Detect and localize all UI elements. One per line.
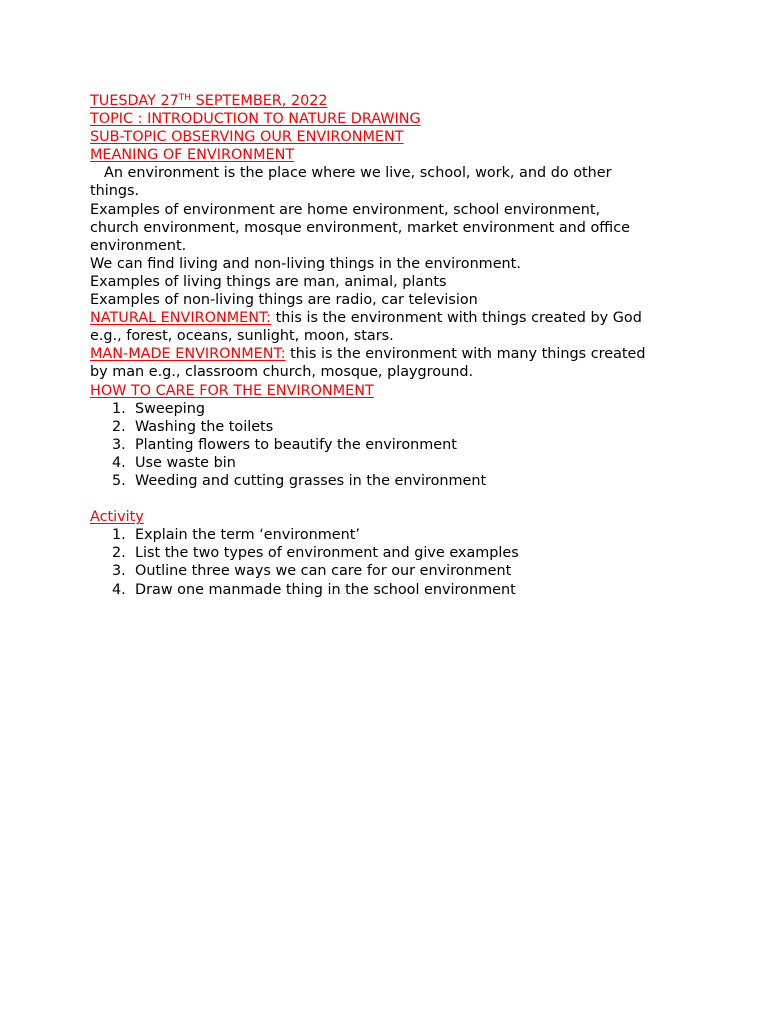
list-item bbox=[90, 436, 690, 454]
list-item-text: Weeding and cutting grasses in the environment bbox=[135, 472, 487, 489]
date-day: TUESDAY 27 bbox=[90, 93, 179, 109]
manmade-environment-paragraph bbox=[90, 345, 690, 363]
list-item-number: 4. bbox=[112, 454, 126, 471]
list-item-number: 2. bbox=[112, 545, 126, 562]
list-item-number: 2. bbox=[112, 418, 126, 435]
date-ordinal-suffix: TH bbox=[178, 93, 192, 103]
list-item-text: Planting flowers to beautify the environment bbox=[135, 436, 457, 453]
list-item bbox=[90, 562, 690, 580]
list-item bbox=[90, 472, 690, 490]
meaning-line: Examples of living things are man, animal, plants bbox=[90, 273, 447, 290]
natural-environment-text: this is the environment with things created by God bbox=[271, 310, 642, 327]
list-item-number: 1. bbox=[112, 400, 126, 417]
list-item bbox=[90, 526, 690, 544]
care-list bbox=[90, 400, 690, 490]
list-item bbox=[90, 400, 690, 418]
meaning-line: church environment, mosque environment, market environment and office bbox=[90, 219, 630, 236]
date-heading bbox=[90, 92, 690, 110]
topic-heading: TOPIC : INTRODUCTION TO NATURE DRAWING bbox=[90, 111, 421, 128]
meaning-line: Examples of environment are home environment, school environment, bbox=[90, 201, 601, 218]
date-month-year: SEPTEMBER, 2022 bbox=[191, 93, 328, 109]
meaning-line: An environment is the place where we live, school, work, and do other bbox=[104, 165, 612, 182]
document-page bbox=[90, 92, 690, 599]
list-item-text: Use waste bin bbox=[135, 454, 236, 471]
natural-environment-examples: e.g., forest, oceans, sunlight, moon, stars. bbox=[90, 328, 394, 345]
list-item bbox=[90, 581, 690, 599]
meaning-line: We can find living and non-living things in the environment. bbox=[90, 255, 521, 272]
natural-environment-label: NATURAL ENVIRONMENT: bbox=[90, 310, 272, 327]
list-item bbox=[90, 544, 690, 562]
manmade-environment-examples: by man e.g., classroom church, mosque, playground. bbox=[90, 364, 474, 381]
list-item-number: 3. bbox=[112, 563, 126, 580]
list-item-text: Sweeping bbox=[135, 400, 205, 417]
care-heading-line bbox=[90, 382, 690, 400]
meaning-heading: MEANING OF ENVIRONMENT bbox=[90, 147, 295, 164]
list-item-text: Washing the toilets bbox=[135, 418, 274, 435]
natural-environment-paragraph bbox=[90, 309, 690, 327]
list-item-number: 1. bbox=[112, 527, 126, 544]
list-item bbox=[90, 454, 690, 472]
activity-heading: Activity bbox=[90, 509, 144, 526]
care-heading: HOW TO CARE FOR THE ENVIRONMENT bbox=[90, 382, 374, 399]
meaning-line: Examples of non-living things are radio, car television bbox=[90, 292, 478, 309]
list-item-number: 4. bbox=[112, 581, 126, 598]
meaning-line: environment. bbox=[90, 237, 187, 254]
list-item bbox=[90, 418, 690, 436]
list-item-text: Draw one manmade thing in the school environment bbox=[135, 581, 516, 598]
list-item-number: 5. bbox=[112, 472, 126, 489]
manmade-environment-text: this is the environment with many things created bbox=[285, 346, 646, 363]
activity-list bbox=[90, 526, 690, 598]
subtopic-heading: SUB-TOPIC OBSERVING OUR ENVIRONMENT bbox=[90, 129, 404, 146]
list-item-number: 3. bbox=[112, 436, 126, 453]
list-item-text: Explain the term ‘environment’ bbox=[135, 527, 360, 544]
list-item-text: List the two types of environment and give examples bbox=[135, 545, 519, 562]
list-item-text: Outline three ways we can care for our environment bbox=[135, 563, 512, 580]
blank-line bbox=[90, 490, 690, 508]
meaning-line: things. bbox=[90, 183, 140, 200]
manmade-environment-label: MAN-MADE ENVIRONMENT: bbox=[90, 346, 286, 363]
